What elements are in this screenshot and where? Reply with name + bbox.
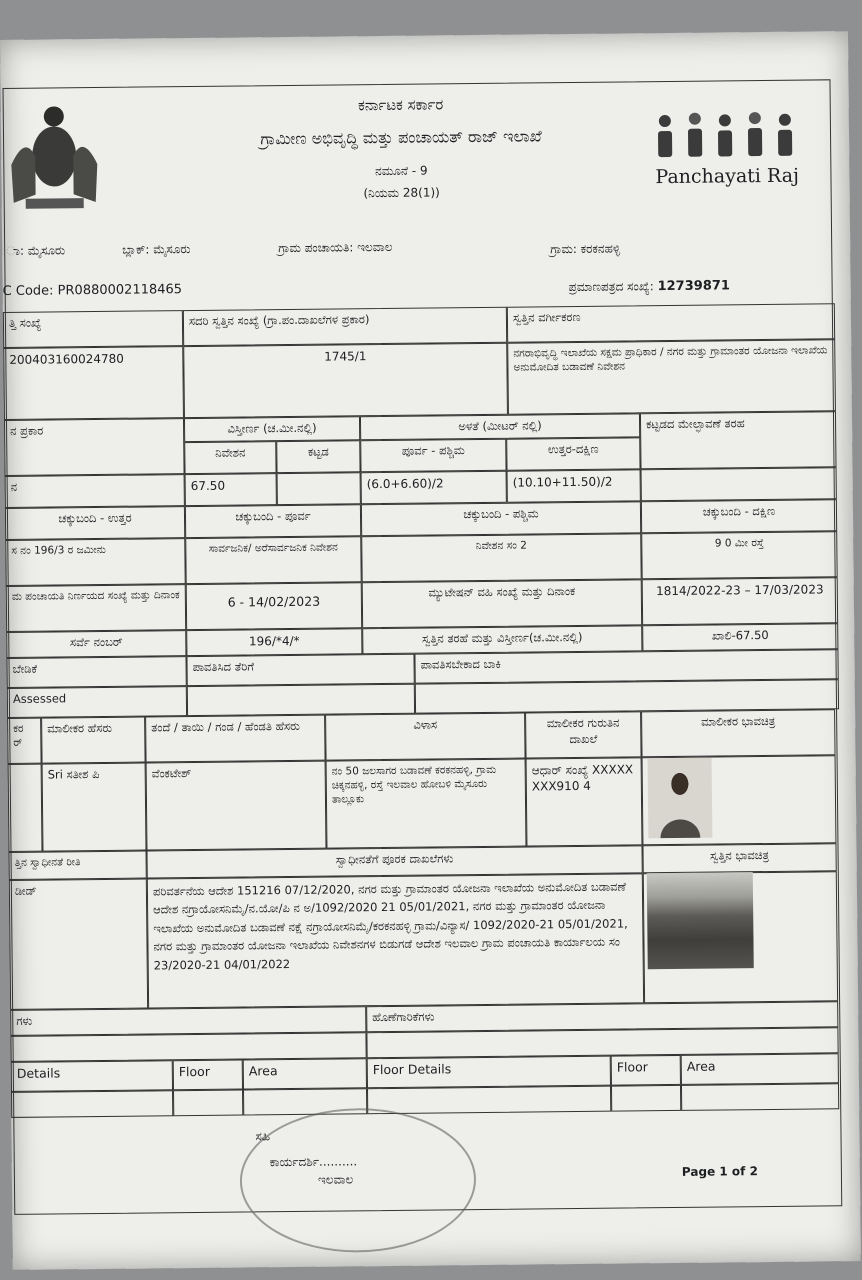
tax-due-value — [415, 679, 839, 713]
boundary-north: ಸ ನಂ 196/3 ರ ಜಮೀನು — [5, 538, 185, 586]
building-label: ಕಟ್ಟಡ — [276, 440, 360, 473]
possession-docs-label: ಸ್ವಾಧೀನತೆಗೆ ಪೂರಕ ದಾಖಲೆಗಳು — [146, 845, 642, 878]
dimension-label: ಅಳತೆ (ಮೀಟರ್ ನಲ್ಲಿ) — [360, 413, 640, 440]
owner-name: Sri ಸತೀಶ ಪಿ — [42, 763, 147, 852]
secretary-label: ಕಾರ್ಯದರ್ಶಿ.......... — [269, 1154, 358, 1170]
roof-type-label: ಕಟ್ಟಡದ ಮೇಲ್ಛಾವಣೆ ತರಹ — [640, 411, 837, 469]
department-title: ಗ್ರಾಮೀಣ ಅಭಿವೃದ್ಧಿ ಮತ್ತು ಪಂಚಾಯತ್ ರಾಜ್ ಇಲಾಖೆ — [260, 126, 542, 149]
govt-title: ಕರ್ನಾಟಕ ಸರ್ಕಾರ — [358, 95, 444, 115]
boundary-west-label: ಚಕ್ಕುಬಂದಿ - ಪಶ್ಚಿಮ — [361, 501, 641, 536]
assessed-label: Assessed — [7, 686, 187, 718]
district: ಾ: ಮೈಸೂರು — [6, 243, 66, 258]
floor-row-right-area — [681, 1083, 839, 1111]
tax-due-label: ಪಾವತಿಸಬೇಕಾದ ಬಾಕಿ — [414, 649, 838, 683]
area-label: ವಿಸ್ತೀರ್ಣ (ಚ.ಮೀ.ನಲ್ಲಿ) — [184, 416, 360, 442]
panchayati-raj-logo-icon — [653, 110, 804, 162]
seal-place: ಇಲವಾಲ — [317, 1172, 354, 1187]
owner-serial — [8, 764, 43, 852]
site-area: 67.50 — [185, 473, 277, 506]
rule-number: (ನಿಯಮ 28(1)) — [363, 185, 440, 201]
east-west-label: ಪೂರ್ವ - ಪಶ್ಚಿಮ — [360, 439, 506, 473]
tax-paid-label: ಪಾವತಿಸಿದ ತೆರಿಗೆ — [186, 654, 414, 686]
address-label: ವಿಳಾಸ — [325, 713, 525, 761]
property-photo — [647, 872, 754, 969]
property-type-label: ನ ಪ್ರಕಾರ — [4, 418, 185, 476]
east-west-value: (6.0+6.60)/2 — [361, 471, 507, 505]
tax-paid-value — [187, 684, 415, 716]
site-label: ನಿವೇಶನ — [184, 441, 276, 474]
possession-type: ಡೀಡ್ — [9, 879, 148, 1010]
owner-serial-label: ಕರ ರ್ — [7, 718, 41, 764]
boundary-west: ನಿವೇಶನ ಸಂ 2 — [361, 533, 641, 582]
floor-row-left-floor — [173, 1090, 243, 1117]
resolution-label: ಮ ಪಂಚಾಯತಿ ನಿರ್ಣಯದ ಸಂಖ್ಯೆ ಮತ್ತು ದಿನಾಂಕ — [6, 584, 186, 632]
brand-text: Panchayati Raj — [655, 164, 800, 189]
signature-label: ಸಹಿ — [255, 1129, 271, 1144]
resolution-value: 6 - 14/02/2023 — [186, 582, 362, 630]
boundary-east-label: ಚಕ್ಕುಬಂದಿ - ಪೂರ್ವ — [185, 504, 361, 538]
certificate-page — [0, 31, 861, 1270]
owner-photo-label: ಮಾಲೀಕರ ಭಾವಚಿತ್ರ — [641, 709, 835, 757]
owner-id-label: ಮಾಲೀಕರ ಗುರುತಿನ ದಾಖಲೆ — [525, 711, 641, 758]
property-class-label: ಸ್ವತ್ತಿನ ವರ್ಗೀಕರಣ — [507, 303, 835, 342]
property-id-label: ತ್ತಿ ಸಂಖ್ಯೆ — [3, 310, 183, 348]
rights-value — [10, 1032, 366, 1062]
relation-name-label: ತಂದೆ / ತಾಯಿ / ಗಂಡ / ಹೆಂಡತಿ ಹೆಸರು — [145, 715, 325, 763]
mutation-value: 1814/2022-23 – 17/03/2023 — [642, 577, 838, 625]
tax-demand-label: ಬೇಡಿಕೆ — [6, 656, 186, 688]
north-south-value: (10.10+11.50)/2 — [507, 469, 641, 502]
boundary-east: ಸಾರ್ವಜನಿಕ/ ಅರೆಸಾರ್ವಜನಿಕ ನಿವೇಶನ — [185, 536, 361, 584]
floor-right-label: Floor — [611, 1055, 681, 1086]
property-photo-label: ಸ್ವತ್ತಿನ ಭಾವಚಿತ್ರ — [642, 843, 836, 873]
property-nature: ಖಾಲಿ-67.50 — [642, 623, 838, 651]
property-number-label: ಸದರಿ ಸ್ವತ್ತಿನ ಸಂಖ್ಯೆ (ಗ್ರಾ.ಪಂ.ದಾಖಲೆಗಳ ಪ್ರಕಾರ) — [183, 307, 507, 346]
relation-name: ವೆಂಕಟೇಶ್ — [146, 761, 327, 851]
north-south-label: ಉತ್ತರ-ದಕ್ಷಿಣ — [506, 437, 640, 470]
survey-number: 196/*4/* — [186, 628, 362, 656]
code-line: C Code: PR0880002118465 — [2, 282, 183, 299]
building-area — [277, 472, 361, 505]
form-number: ನಮೂನೆ - 9 — [375, 163, 428, 179]
floor-row-left — [11, 1090, 173, 1118]
floor-row-right-floor — [611, 1085, 681, 1112]
rights-label: ಗಳು — [10, 1006, 366, 1036]
floor-row-right — [367, 1086, 611, 1115]
village: ಗ್ರಾಮ: ಕರಕನಹಳ್ಳಿ — [550, 241, 621, 257]
liabilities-label: ಹೊಣೆಗಾರಿಕೆಗಳು — [366, 1001, 838, 1032]
survey-number-label: ಸರ್ವೆ ನಂಬರ್ — [6, 630, 186, 658]
property-nature-label: ಸ್ವತ್ತಿನ ತರಹೆ ಮತ್ತು ವಿಸ್ತೀರ್ಣ(ಚ.ಮೀ.ನಲ್ಲಿ) — [362, 625, 642, 654]
certificate-number: 12739871 — [657, 278, 731, 295]
owner-photo — [648, 758, 713, 839]
boundary-south: 9 0 ಮೀ ರಸ್ತೆ — [641, 531, 837, 579]
roof-type — [641, 467, 837, 501]
owner-id: ಆಧಾರ್ ಸಂಖ್ಯೆ XXXXXXXX910 4 — [526, 757, 643, 846]
floor-details-right-label: Floor Details — [367, 1056, 611, 1089]
property-id: 200403160024780 — [3, 346, 184, 420]
office-seal — [239, 1107, 476, 1253]
area-right-label: Area — [681, 1053, 839, 1085]
floor-left-label: Floor — [173, 1060, 243, 1091]
page-number: Page 1 of 2 — [681, 1164, 758, 1179]
owner-address: ನಂ 50 ಜಲಸಾಗರ ಬಡಾವಣೆ ಕರಕನಹಳ್ಳಿ, ಗ್ರಾಮ ಚಿಕ್ಕನಹಳ್ಳಿ, ರಸ್ತೆ ಇಲವಾಲ ಹೋಬಳಿ ಮೈಸೂರು ತಾಲ್ಲೂಕು — [326, 759, 527, 849]
boundary-south-label: ಚಕ್ಕುಬಂದಿ - ದಕ್ಷಿಣ — [641, 499, 837, 533]
property-class: ನಗರಾಭಿವೃದ್ಧಿ ಇಲಾಖೆಯ ಸಕ್ಷಮ ಪ್ರಾಧಿಕಾರ / ನಗರ ಮತ್ತು ಗ್ರಾಮಾಂತರ ಯೋಜನಾ ಇಲಾಖೆಯ ಅನುಮೋದಿತ ಬಡಾವಣೆ ನಿವೇಶನ — [507, 339, 836, 414]
property-number: 1745/1 — [183, 343, 508, 418]
type-value-label: ನ — [5, 474, 185, 508]
karnataka-emblem-icon — [5, 94, 104, 213]
possession-docs: ಪರಿವರ್ತನೆಯ ಆದೇಶ 151216 07/12/2020, ನಗರ ಮತ್ತು ಗ್ರಾಮಾಂತರ ಯೋಜನಾ ಇಲಾಖೆಯ ಅನುಮೋದಿತ ಬಡಾವಣೆ ಆದೇಶ ನಗ್ರಾಯೋಸನಿಮೈ/ನ.ಯೋ/ಪಿ ನ ಅ/1092/2020 21 05/01/2021, ನಗರ ಮತ್ತು ಗ್ರಾಮಾಂತರ ಯೋಜನಾ ಇಲಾಖೆಯ ಅನುಮೋದಿತ ಬಡಾವಣೆ ನಕ್ಷೆ ನಗ್ರಾಯೋಸನಿಮೈ/ಕರಕನಹಳ್ಳಿ ಗ್ರಾಮ/ವಿನ್ಯಾಸ/ 1092/2020-21 05/01/2021, ನಗರ ಮತ್ತು ಗ್ರಾಮಾಂತರ ಯೋಜನಾ ಇಲಾಖೆಯ ನಿವೇಶನಗಳ ಬಿಡುಗಡೆ ಆದೇಶ ಇಲವಾಲ ಗ್ರಾಮ ಪಂಚಾಯತಿ ಕಾರ್ಯಾಲಯ ಸಂ 23/2020-21 04/01/2022 — [147, 873, 644, 1008]
certificate-number-line: ಪ್ರಮಾಣಪತ್ರದ ಸಂಖ್ಯೆ: 12739871 — [568, 278, 731, 295]
mutation-label: ಮ್ಯುಟೇಷನ್ ವಹಿ ಸಂಖ್ಯೆ ಮತ್ತು ದಿನಾಂಕ — [362, 579, 642, 628]
floor-details-left-label: Details — [11, 1060, 173, 1092]
block: ಬ್ಲಾಕ್: ಮೈಸೂರು — [122, 242, 191, 257]
owner-name-label: ಮಾಲೀಕರ ಹೆಸರು — [41, 717, 145, 764]
code-value: PR0880002118465 — [57, 282, 183, 299]
gram-panchayat: ಗ್ರಾಮ ಪಂಚಾಯತಿ: ಇಲವಾಲ — [278, 239, 393, 256]
boundary-north-label: ಚಕ್ಕುಬಂದಿ - ಉತ್ತರ — [5, 506, 185, 540]
area-left-label: Area — [243, 1058, 367, 1089]
possession-type-label: ತ್ತಿನ ಸ್ವಾಧೀನತೆ ರೀತಿ — [9, 851, 147, 880]
